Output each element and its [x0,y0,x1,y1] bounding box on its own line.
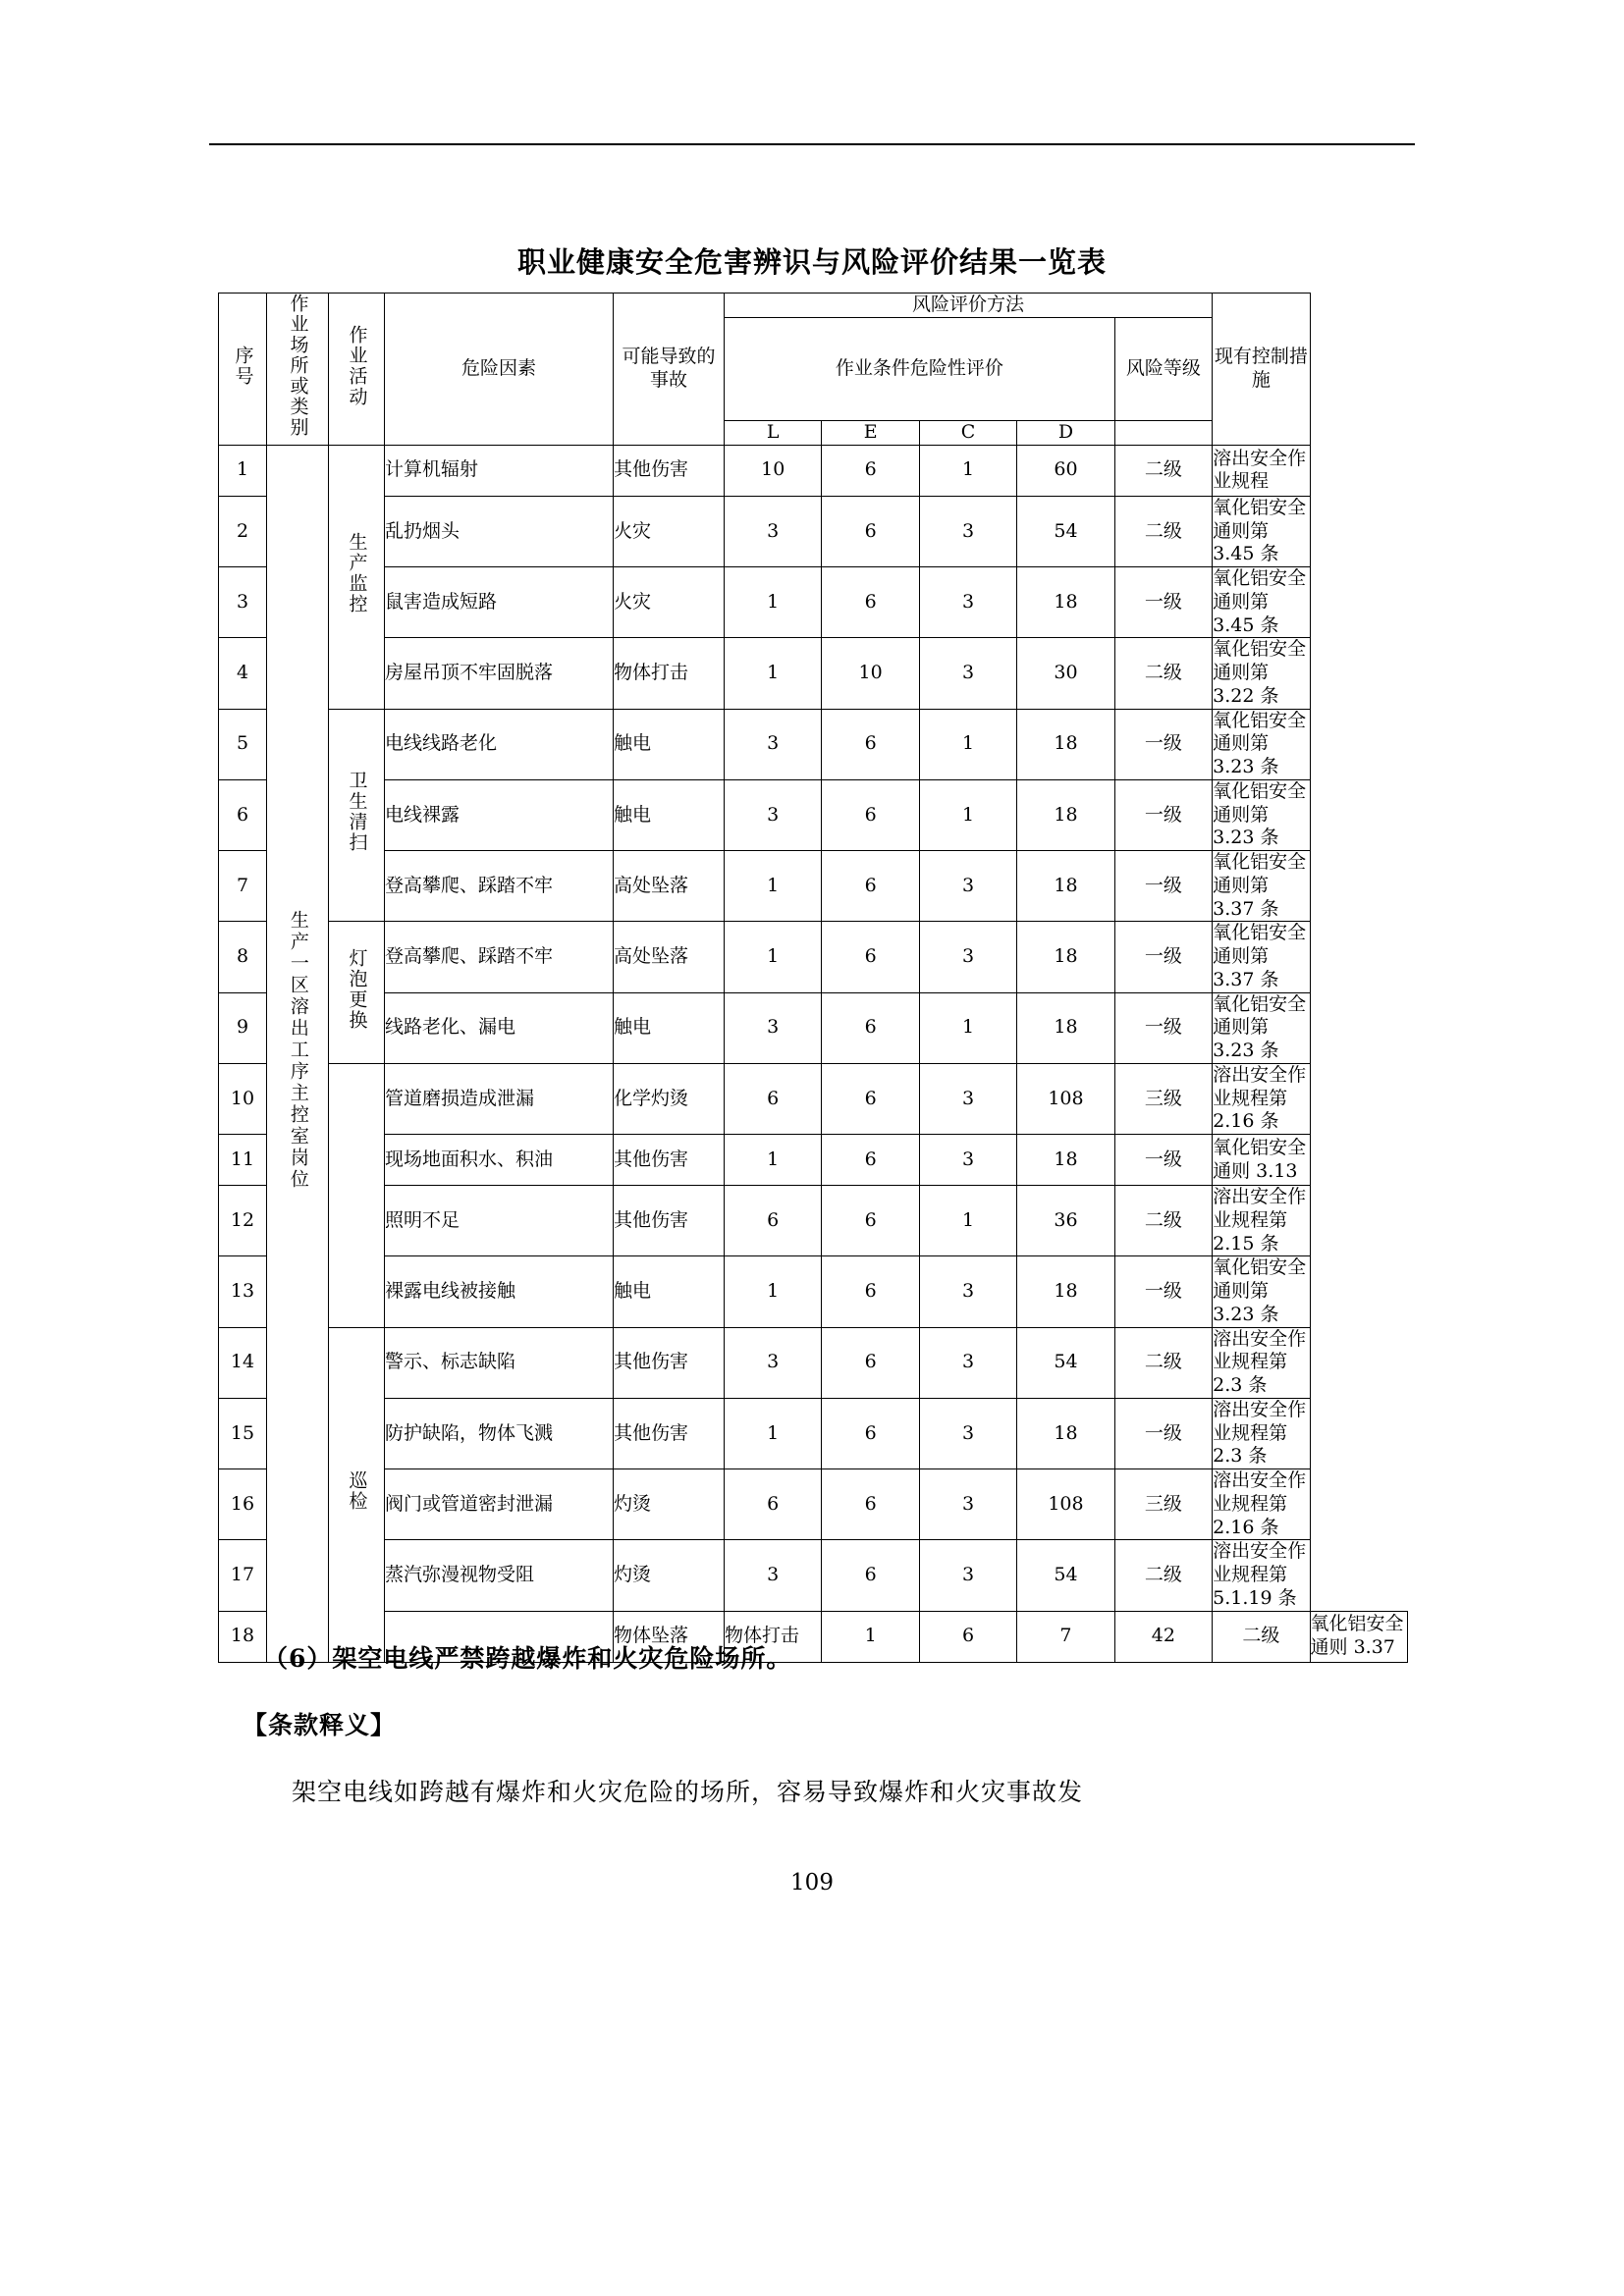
cell-e: 6 [822,1256,919,1327]
cell-d: 54 [1017,496,1114,566]
cell-seq: 14 [219,1327,267,1398]
risk-assessment-table [218,293,1408,1663]
cell-measure: 溶出安全作业规程第 2.3 条 [1213,1327,1310,1398]
cell-level: 一级 [1114,709,1212,779]
cell-l: 1 [725,851,822,922]
cell-l: 3 [725,1540,822,1611]
cell-d: 108 [1017,1063,1114,1134]
cell-e: 6 [822,445,919,496]
cell-accident: 其他伤害 [614,1135,725,1186]
cell-factor: 防护缺陷，物体飞溅 [385,1398,614,1468]
table-row [219,1135,1408,1186]
cell-c: 1 [919,445,1016,496]
cell-level: 三级 [1114,1063,1212,1134]
cell-activity [329,1063,385,1327]
cell-factor: 线路老化、漏电 [385,992,614,1063]
header-c: C [919,421,1016,446]
header-risk-method [725,294,1213,318]
table-row [219,638,1408,709]
header-place [267,294,329,446]
cell-d: 30 [1017,638,1114,709]
cell-d: 108 [1017,1469,1114,1540]
cell-seq: 11 [219,1135,267,1186]
cell-level: 二级 [1114,1540,1212,1611]
cell-accident: 其他伤害 [614,1398,725,1468]
cell-seq: 3 [219,567,267,638]
cell-level: 一级 [1114,1256,1212,1327]
cell-measure: 溶出安全作业规程 [1213,445,1310,496]
cell-c: 1 [919,992,1016,1063]
cell-level: 一级 [1114,922,1212,992]
cell-factor: 登高攀爬、踩踏不牢 [385,851,614,922]
cell-d: 18 [1017,567,1114,638]
cell-factor: 房屋吊顶不牢固脱落 [385,638,614,709]
cell-seq: 13 [219,1256,267,1327]
header-lec [725,317,1115,420]
cell-l: 10 [725,445,822,496]
cell-factor: 鼠害造成短路 [385,567,614,638]
cell-level: 一级 [1114,567,1212,638]
table-row [219,1327,1408,1398]
cell-measure: 氧化铝安全通则 3.37 [1310,1611,1407,1662]
table-row [219,1063,1408,1134]
header-place-label: 作业场所或类别 [287,294,309,438]
cell-e: 6 [822,709,919,779]
table-row [219,496,1408,566]
cell-accident: 其他伤害 [614,1327,725,1398]
cell-accident: 触电 [614,1256,725,1327]
cell-seq: 4 [219,638,267,709]
cell-e: 6 [822,1469,919,1540]
cell-l: 1 [725,1135,822,1186]
cell-c: 1 [919,1186,1016,1256]
header-divider [209,143,1415,145]
cell-seq: 1 [219,445,267,496]
cell-factor: 电线线路老化 [385,709,614,779]
cell-measure: 溶出安全作业规程第 2.15 条 [1213,1186,1310,1256]
cell-c: 3 [919,1135,1016,1186]
cell-seq: 7 [219,851,267,922]
cell-seq: 9 [219,992,267,1063]
table-header-row-1 [219,294,1408,318]
header-activity [329,294,385,446]
cell-accident: 化学灼烫 [614,1063,725,1134]
cell-e: 6 [822,496,919,566]
cell-c: 3 [919,922,1016,992]
cell-activity [329,445,385,709]
cell-e: 6 [822,1540,919,1611]
header-accident [614,294,725,446]
cell-factor: 蒸汽弥漫视物受阻 [385,1540,614,1611]
cell-measure: 氧化铝安全通则第 3.23 条 [1213,779,1310,850]
cell-l: 3 [725,496,822,566]
cell-l: 1 [725,922,822,992]
cell-measure: 氧化铝安全通则第 3.22 条 [1213,638,1310,709]
page-title: 职业健康安全危害辨识与风险评价结果一览表 [516,245,1107,279]
cell-l: 6 [725,1063,822,1134]
cell-seq: 15 [219,1398,267,1468]
cell-accident: 灼烫 [614,1540,725,1611]
cell-accident: 灼烫 [614,1469,725,1540]
header-level [1114,317,1212,420]
cell-c: 3 [919,1540,1016,1611]
cell-d: 42 [1114,1611,1212,1662]
table-row [219,445,1408,496]
cell-e: 6 [822,567,919,638]
header-level-spacer [1114,421,1212,446]
cell-accident: 触电 [614,779,725,850]
cell-level: 一级 [1114,851,1212,922]
cell-c: 1 [919,779,1016,850]
header-accident-label: 可能导致的事故 [622,346,716,391]
cell-c: 3 [919,567,1016,638]
cell-l: 1 [822,1611,919,1662]
cell-measure: 溶出安全作业规程第 5.1.19 条 [1213,1540,1310,1611]
cell-measure: 溶出安全作业规程第 2.16 条 [1213,1469,1310,1540]
cell-accident: 触电 [614,992,725,1063]
cell-c: 3 [919,851,1016,922]
cell-l: 1 [725,638,822,709]
cell-level: 二级 [1114,496,1212,566]
body-paragraph: 架空电线如跨越有爆炸和火灾危险的场所，容易导致爆炸和火灾事故发 [292,1778,1084,1806]
table-row [219,567,1408,638]
cell-level: 二级 [1114,638,1212,709]
cell-measure: 溶出安全作业规程第 2.3 条 [1213,1398,1310,1468]
table-row [219,851,1408,922]
cell-d: 36 [1017,1186,1114,1256]
cell-e: 6 [822,922,919,992]
cell-factor: 登高攀爬、踩踏不牢 [385,922,614,992]
cell-d: 18 [1017,1398,1114,1468]
cell-e: 6 [822,851,919,922]
header-seq-label: 序号 [232,345,254,387]
cell-l: 1 [725,1256,822,1327]
cell-activity-label: 生产监控 [346,532,368,615]
cell-e: 6 [822,1327,919,1398]
cell-activity [329,709,385,922]
cell-level: 三级 [1114,1469,1212,1540]
cell-l: 6 [725,1186,822,1256]
cell-seq: 6 [219,779,267,850]
cell-seq: 12 [219,1186,267,1256]
cell-measure: 氧化铝安全通则第 3.45 条 [1213,567,1310,638]
cell-d: 18 [1017,992,1114,1063]
header-e: E [822,421,919,446]
cell-e: 6 [822,779,919,850]
cell-level: 二级 [1114,1186,1212,1256]
cell-l: 3 [725,1327,822,1398]
cell-measure: 氧化铝安全通则第 3.23 条 [1213,992,1310,1063]
cell-activity-label: 巡检 [346,1470,368,1513]
cell-c: 7 [1017,1611,1114,1662]
cell-measure: 氧化铝安全通则第 3.37 条 [1213,922,1310,992]
cell-c: 3 [919,496,1016,566]
cell-accident: 其他伤害 [614,1186,725,1256]
cell-c: 3 [919,1398,1016,1468]
cell-l: 3 [725,779,822,850]
table-row [219,709,1408,779]
cell-seq: 5 [219,709,267,779]
cell-c: 1 [919,709,1016,779]
header-l: L [725,421,822,446]
cell-d: 54 [1017,1327,1114,1398]
cell-level: 二级 [1114,1327,1212,1398]
cell-l: 3 [725,709,822,779]
cell-activity-label: 卫生清扫 [346,771,368,853]
cell-c: 3 [919,1469,1016,1540]
cell-d: 18 [1017,851,1114,922]
header-measure [1213,294,1310,446]
cell-measure: 氧化铝安全通则第 3.37 条 [1213,851,1310,922]
cell-d: 18 [1017,779,1114,850]
cell-e: 6 [822,992,919,1063]
cell-factor: 裸露电线被接触 [385,1256,614,1327]
cell-d: 60 [1017,445,1114,496]
cell-l: 1 [725,567,822,638]
cell-seq: 10 [219,1063,267,1134]
cell-e: 6 [919,1611,1016,1662]
cell-factor: 电线裸露 [385,779,614,850]
clause-heading: （6）架空电线严禁跨越爆炸和火灾危险场所。 [263,1644,792,1673]
cell-place-label: 生产一区溶出工序主控室岗位 [287,909,309,1191]
cell-accident: 高处坠落 [614,851,725,922]
cell-measure: 氧化铝安全通则第 3.45 条 [1213,496,1310,566]
cell-e: 6 [822,1186,919,1256]
cell-e: 6 [822,1063,919,1134]
cell-level: 二级 [1114,445,1212,496]
cell-c: 3 [919,638,1016,709]
page-number: 109 [790,1870,834,1896]
cell-level: 二级 [1213,1611,1310,1662]
cell-accident: 触电 [614,709,725,779]
cell-measure: 氧化铝安全通则 3.13 [1213,1135,1310,1186]
cell-accident: 其他伤害 [614,445,725,496]
table-row [219,1540,1408,1611]
cell-place [267,445,329,1662]
cell-factor: 物体坠落 [614,1611,725,1662]
header-measure-label: 现有控制措施 [1214,346,1308,391]
cell-measure: 溶出安全作业规程第 2.16 条 [1213,1063,1310,1134]
cell-factor: 阀门或管道密封泄漏 [385,1469,614,1540]
cell-level: 一级 [1114,1135,1212,1186]
cell-seq: 17 [219,1540,267,1611]
cell-level: 一级 [1114,779,1212,850]
table-row [219,1256,1408,1327]
cell-accident: 火灾 [614,567,725,638]
cell-c: 3 [919,1327,1016,1398]
header-factor [385,294,614,446]
cell-activity [329,922,385,1064]
cell-level: 一级 [1114,1398,1212,1468]
table-row [219,779,1408,850]
cell-accident: 物体打击 [614,638,725,709]
header-d: D [1017,421,1114,446]
table-row [219,1469,1408,1540]
cell-e: 6 [822,1398,919,1468]
header-risk-method-label: 风险评价方法 [912,294,1025,315]
table-row [219,992,1408,1063]
cell-level: 一级 [1114,992,1212,1063]
cell-e: 6 [822,1135,919,1186]
cell-factor: 乱扔烟头 [385,496,614,566]
cell-factor: 警示、标志缺陷 [385,1327,614,1398]
cell-d: 18 [1017,709,1114,779]
cell-l: 6 [725,1469,822,1540]
header-factor-label: 危险因素 [460,357,536,379]
cell-factor: 照明不足 [385,1186,614,1256]
cell-seq: 8 [219,922,267,992]
cell-measure: 氧化铝安全通则第 3.23 条 [1213,1256,1310,1327]
table-row [219,1186,1408,1256]
cell-e: 10 [822,638,919,709]
cell-factor: 管道磨损造成泄漏 [385,1063,614,1134]
table-body [219,445,1408,1662]
cell-c: 3 [919,1063,1016,1134]
cell-l: 3 [725,992,822,1063]
cell-seq: 16 [219,1469,267,1540]
cell-measure: 氧化铝安全通则第 3.23 条 [1213,709,1310,779]
header-level-label: 风险等级 [1125,357,1201,379]
table-header [219,294,1408,446]
table-row [219,922,1408,992]
cell-factor: 现场地面积水、积油 [385,1135,614,1186]
header-seq [219,294,267,446]
cell-seq: 2 [219,496,267,566]
cell-seq: 18 [219,1611,267,1662]
section-title: 【条款释义】 [243,1711,397,1739]
cell-c: 3 [919,1256,1016,1327]
cell-d: 18 [1017,1135,1114,1186]
cell-accident: 高处坠落 [614,922,725,992]
cell-l: 1 [725,1398,822,1468]
cell-d: 18 [1017,922,1114,992]
cell-accident: 火灾 [614,496,725,566]
header-lec-label: 作业条件危险性评价 [835,357,1003,379]
cell-factor: 计算机辐射 [385,445,614,496]
cell-activity [329,1327,385,1662]
header-activity-label: 作业活动 [346,324,368,407]
cell-activity-label: 灯泡更换 [346,947,368,1031]
cell-d: 54 [1017,1540,1114,1611]
table-row [219,1398,1408,1468]
cell-accident: 物体打击 [725,1611,822,1662]
cell-d: 18 [1017,1256,1114,1327]
